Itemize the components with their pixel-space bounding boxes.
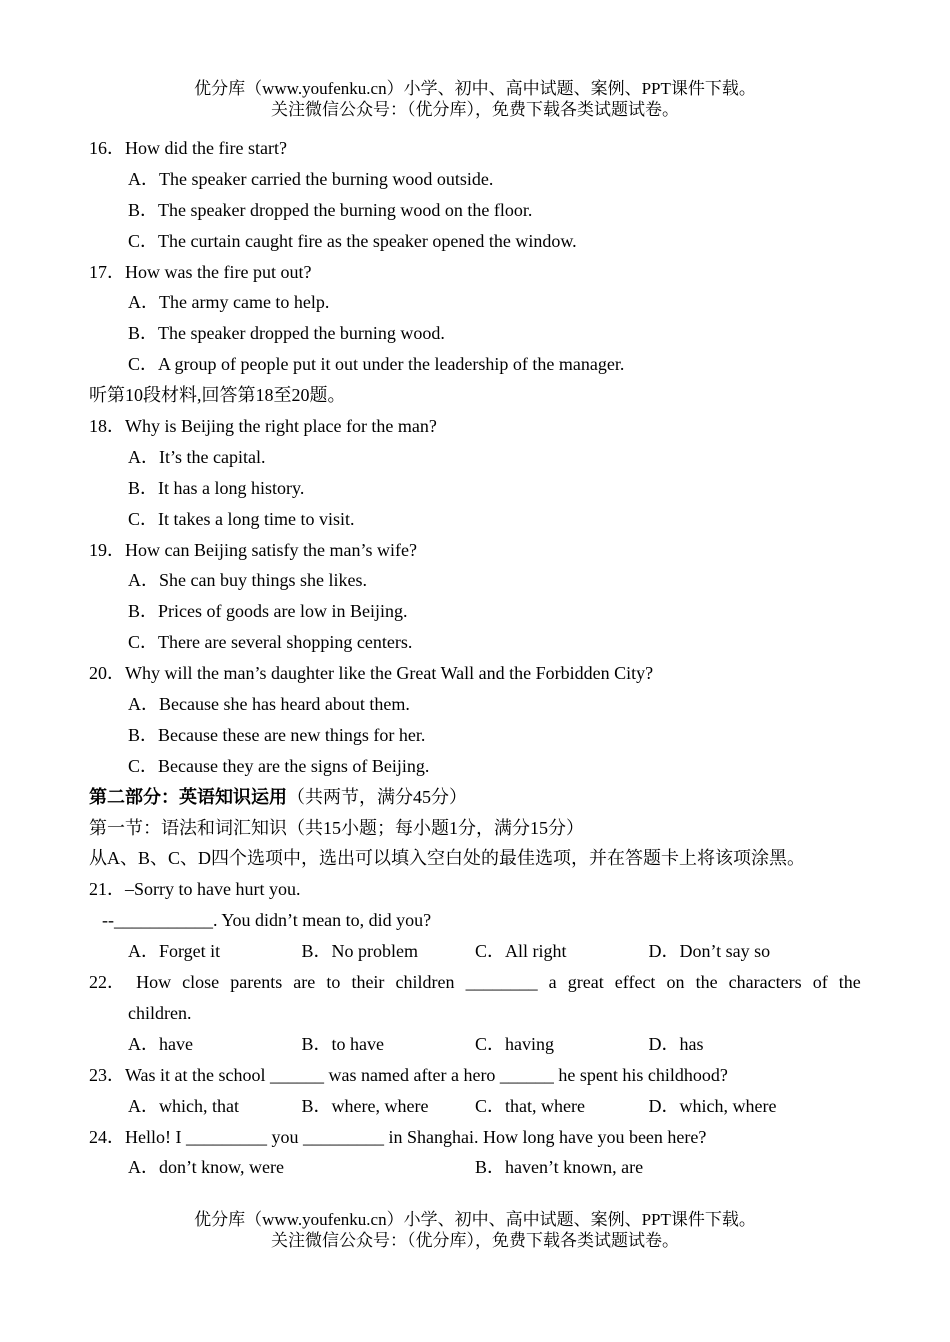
question-22-option-a: A．have: [128, 1033, 193, 1054]
q22-word: 22．: [89, 972, 125, 993]
question-23-option-b: B．where, where: [301, 1095, 429, 1116]
question-18-option-a: A．It’s the capital.: [128, 446, 266, 467]
question-24-stem: 24．Hello! I _________ you _________ in Shanghai. How long have you been here?: [89, 1126, 707, 1147]
question-16-option-a: A．The speaker carried the burning wood outside.: [128, 168, 494, 189]
question-21-option-c: C．All right: [475, 941, 567, 962]
question-23-stem: 23．Was it at the school ______ was named after a hero ______ he spent his childhood?: [89, 1064, 728, 1085]
part-two-note: （共两节，满分45分）: [287, 786, 467, 807]
question-20-stem: 20．Why will the man’s daughter like the Great Wall and the Forbidden City?: [89, 663, 654, 684]
q22-word: great: [567, 972, 604, 993]
question-19-option-b: B．Prices of goods are low in Beijing.: [128, 601, 408, 622]
question-23-options: [89, 1091, 861, 1122]
question-20-option-c: C．Because they are the signs of Beijing.: [128, 755, 430, 776]
part-two-title: 第二部分：英语知识运用: [89, 786, 287, 807]
question-21-stem: 21．–Sorry to have hurt you.: [89, 879, 301, 900]
q22-word: the: [838, 972, 861, 993]
header-line-2: 关注微信公众号：（优分库），免费下载各类试题试卷。: [271, 100, 679, 119]
section-one-heading: 第一节：语法和词汇知识（共15小题；每小题1分，满分15分）: [89, 817, 584, 838]
question-22-stem: [89, 967, 861, 998]
question-21-reply: --___________. You didn’t mean to, did you?: [102, 910, 432, 931]
question-18-option-c: C．It takes a long time to visit.: [128, 508, 355, 529]
part-two-heading: [89, 782, 861, 813]
q22-word: children: [395, 972, 455, 993]
section-directions: 从A、B、C、D四个选项中，选出可以填入空白处的最佳选项，并在答题卡上将该项涂黑。: [89, 848, 806, 869]
question-20-option-a: A．Because she has heard about them.: [128, 694, 410, 715]
q22-word: are: [293, 972, 316, 993]
q22-word: parents: [230, 972, 283, 993]
question-17-stem: 17．How was the fire put out?: [89, 261, 312, 282]
q22-word: to: [326, 972, 341, 993]
question-20-option-b: B．Because these are new things for her.: [128, 724, 426, 745]
q22-word: of: [812, 972, 828, 993]
question-17-option-c: C．A group of people put it out under the leadership of the manager.: [128, 354, 625, 375]
page-header: [0, 78, 950, 120]
exam-content: [89, 133, 861, 1183]
question-23-option-a: A．which, that: [128, 1095, 239, 1116]
question-22-option-b: B．to have: [301, 1033, 384, 1054]
listening-instruction: 听第10段材料,回答第18至20题。: [89, 385, 346, 406]
page-footer: [0, 1209, 950, 1251]
q22-word: on: [666, 972, 685, 993]
question-24-options: [89, 1152, 861, 1183]
question-19-option-a: A．She can buy things she likes.: [128, 570, 367, 591]
question-16-option-c: C．The curtain caught fire as the speaker opened the window.: [128, 230, 577, 251]
question-22-option-d: D．has: [648, 1033, 704, 1054]
question-24-option-a: A．don’t know, were: [128, 1157, 284, 1178]
header-line-1: 优分库（www.youfenku.cn）小学、初中、高中试题、案例、PPT课件下载。: [194, 79, 756, 98]
footer-line-1: 优分库（www.youfenku.cn）小学、初中、高中试题、案例、PPT课件下载。: [194, 1210, 756, 1229]
question-17-option-b: B．The speaker dropped the burning wood.: [128, 323, 445, 344]
question-21-option-d: D．Don’t say so: [648, 941, 771, 962]
question-18-option-b: B．It has a long history.: [128, 477, 305, 498]
footer-line-2: 关注微信公众号：（优分库），免费下载各类试题试卷。: [271, 1231, 679, 1250]
question-23-option-c: C．that, where: [475, 1095, 585, 1116]
q22-word: a: [548, 972, 557, 993]
question-19-option-c: C．There are several shopping centers.: [128, 632, 413, 653]
q22-word: the: [695, 972, 718, 993]
question-18-stem: 18．Why is Beijing the right place for the man?: [89, 416, 437, 437]
question-21-options: [89, 936, 861, 967]
question-22-options: [89, 1029, 861, 1060]
question-16-option-b: B．The speaker dropped the burning wood on the floor.: [128, 199, 533, 220]
question-22-option-c: C．having: [475, 1033, 554, 1054]
q22-blank: ________: [465, 972, 538, 993]
question-22-stem-continued: children.: [128, 1002, 192, 1023]
q22-word: their: [351, 972, 385, 993]
q22-word: close: [182, 972, 220, 993]
question-21-option-a: A．Forget it: [128, 941, 221, 962]
q22-word: How: [136, 972, 172, 993]
question-16-stem: 16．How did the fire start?: [89, 138, 287, 158]
question-23-option-d: D．which, where: [648, 1095, 777, 1116]
question-19-stem: 19．How can Beijing satisfy the man’s wife?: [89, 539, 417, 560]
q22-word: effect: [614, 972, 656, 993]
q22-word: characters: [728, 972, 802, 993]
question-17-option-a: A．The army came to help.: [128, 292, 330, 313]
question-21-option-b: B．No problem: [301, 941, 418, 962]
question-24-option-b: B．haven’t known, are: [475, 1157, 644, 1178]
